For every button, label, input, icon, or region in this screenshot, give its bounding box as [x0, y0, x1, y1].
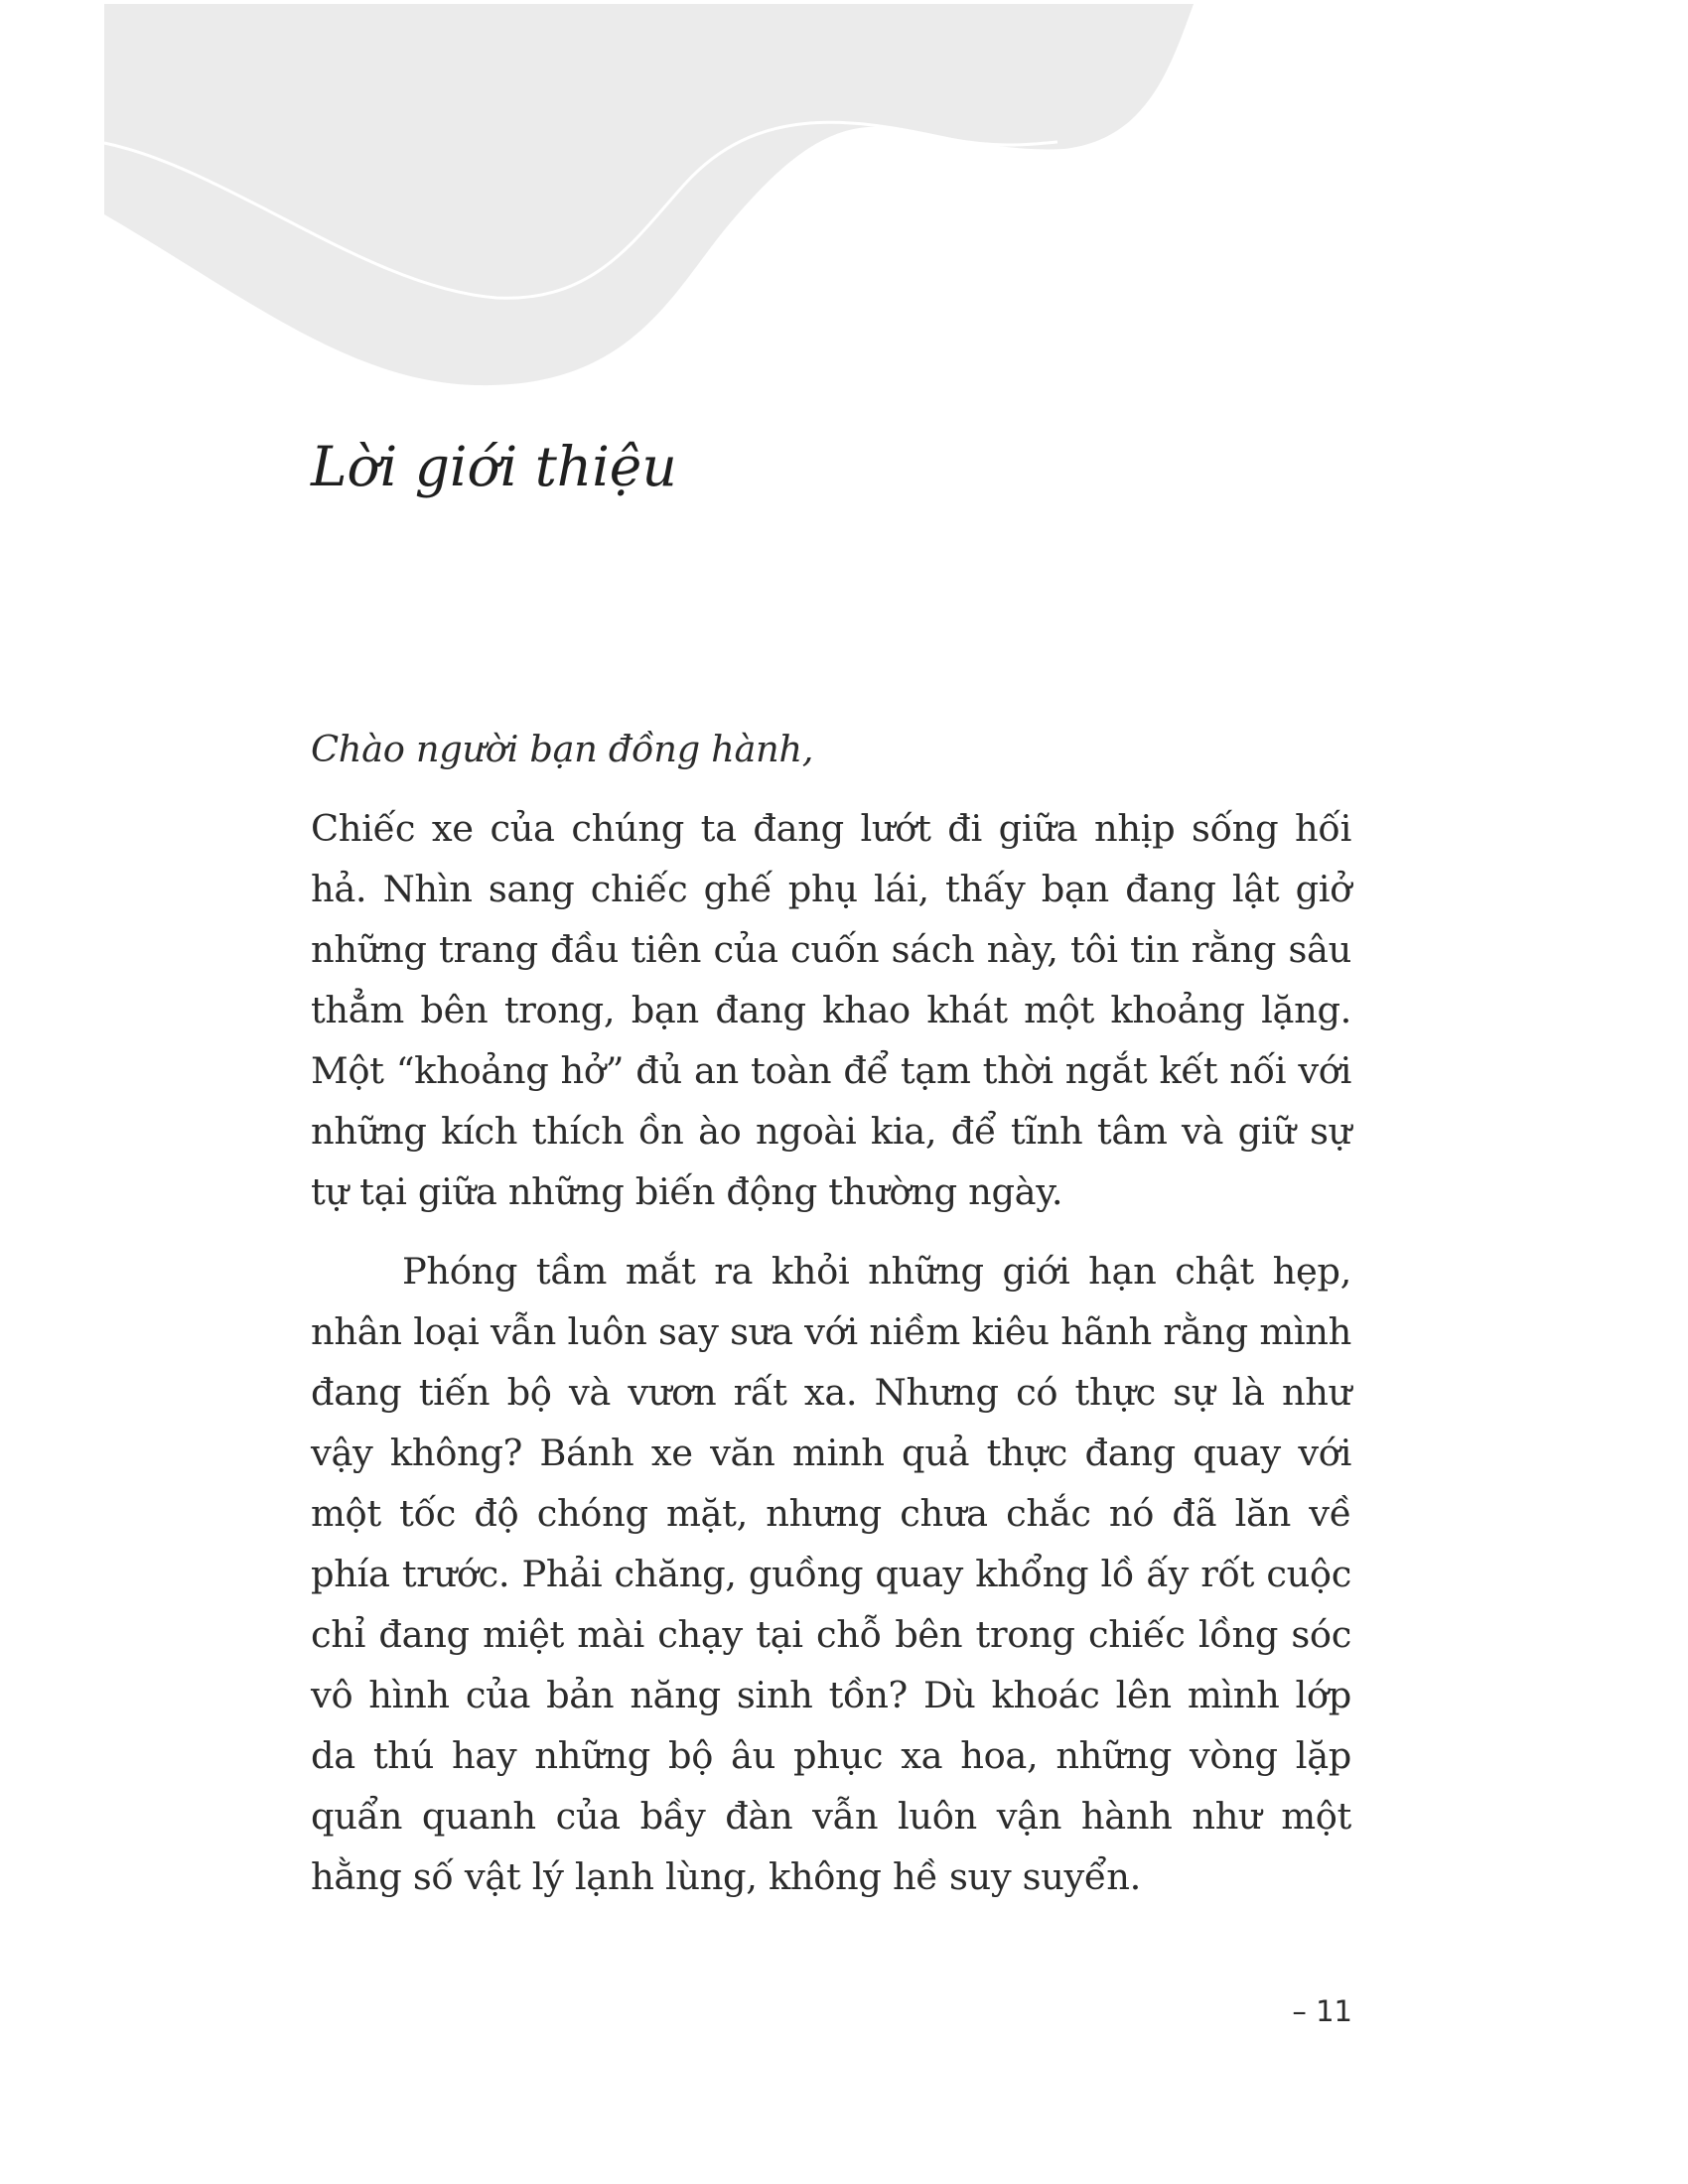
chapter-title: Lời giới thiệu: [311, 435, 677, 498]
page-number: – 11: [1292, 1994, 1352, 2028]
wave-fill: [104, 4, 1194, 385]
paragraph-1: Chiếc xe của chúng ta đang lướt đi giữa nhịp sống hối hả. Nhìn sang chiếc ghế phụ lái, thấy bạn đang lật giở những trang đầu tiên của cuốn sách này, tôi tin rằng sâu thẳm bên trong, bạn đang khao khát một khoảng lặng. Một “khoảng hở” đủ an toàn để tạm thời ngắt kết nối với những kích thích ồn ào ngoài kia, để tĩnh tâm và giữ sự tự tại giữa những biến động thường ngày.: [311, 807, 1351, 1213]
decorative-wave-shape: [0, 0, 1688, 417]
greeting: Chào người bạn đồng hành,: [311, 728, 814, 770]
paragraph-2: Phóng tầm mắt ra khỏi những giới hạn chật hẹp, nhân loại vẫn luôn say sưa với niềm kiêu hãnh rằng mình đang tiến bộ và vươn rất xa. Nhưng có thực sự là như vậy không? Bánh xe văn minh quả thực đang quay với một tốc độ chóng mặt, nhưng chưa chắc nó đã lăn về phía trước. Phải chăng, guồng quay khổng lồ ấy rốt cuộc chỉ đang miệt mài chạy tại chỗ bên trong chiếc lồng sóc vô hình của bản năng sinh tồn? Dù khoác lên mình lớp da thú hay những bộ âu phục xa hoa, những vòng lặp quẩn quanh của bầy đàn vẫn luôn vận hành như một hằng số vật lý lạnh lùng, không hề suy suyển.: [311, 1250, 1351, 1898]
body-text: [311, 719, 1351, 1926]
